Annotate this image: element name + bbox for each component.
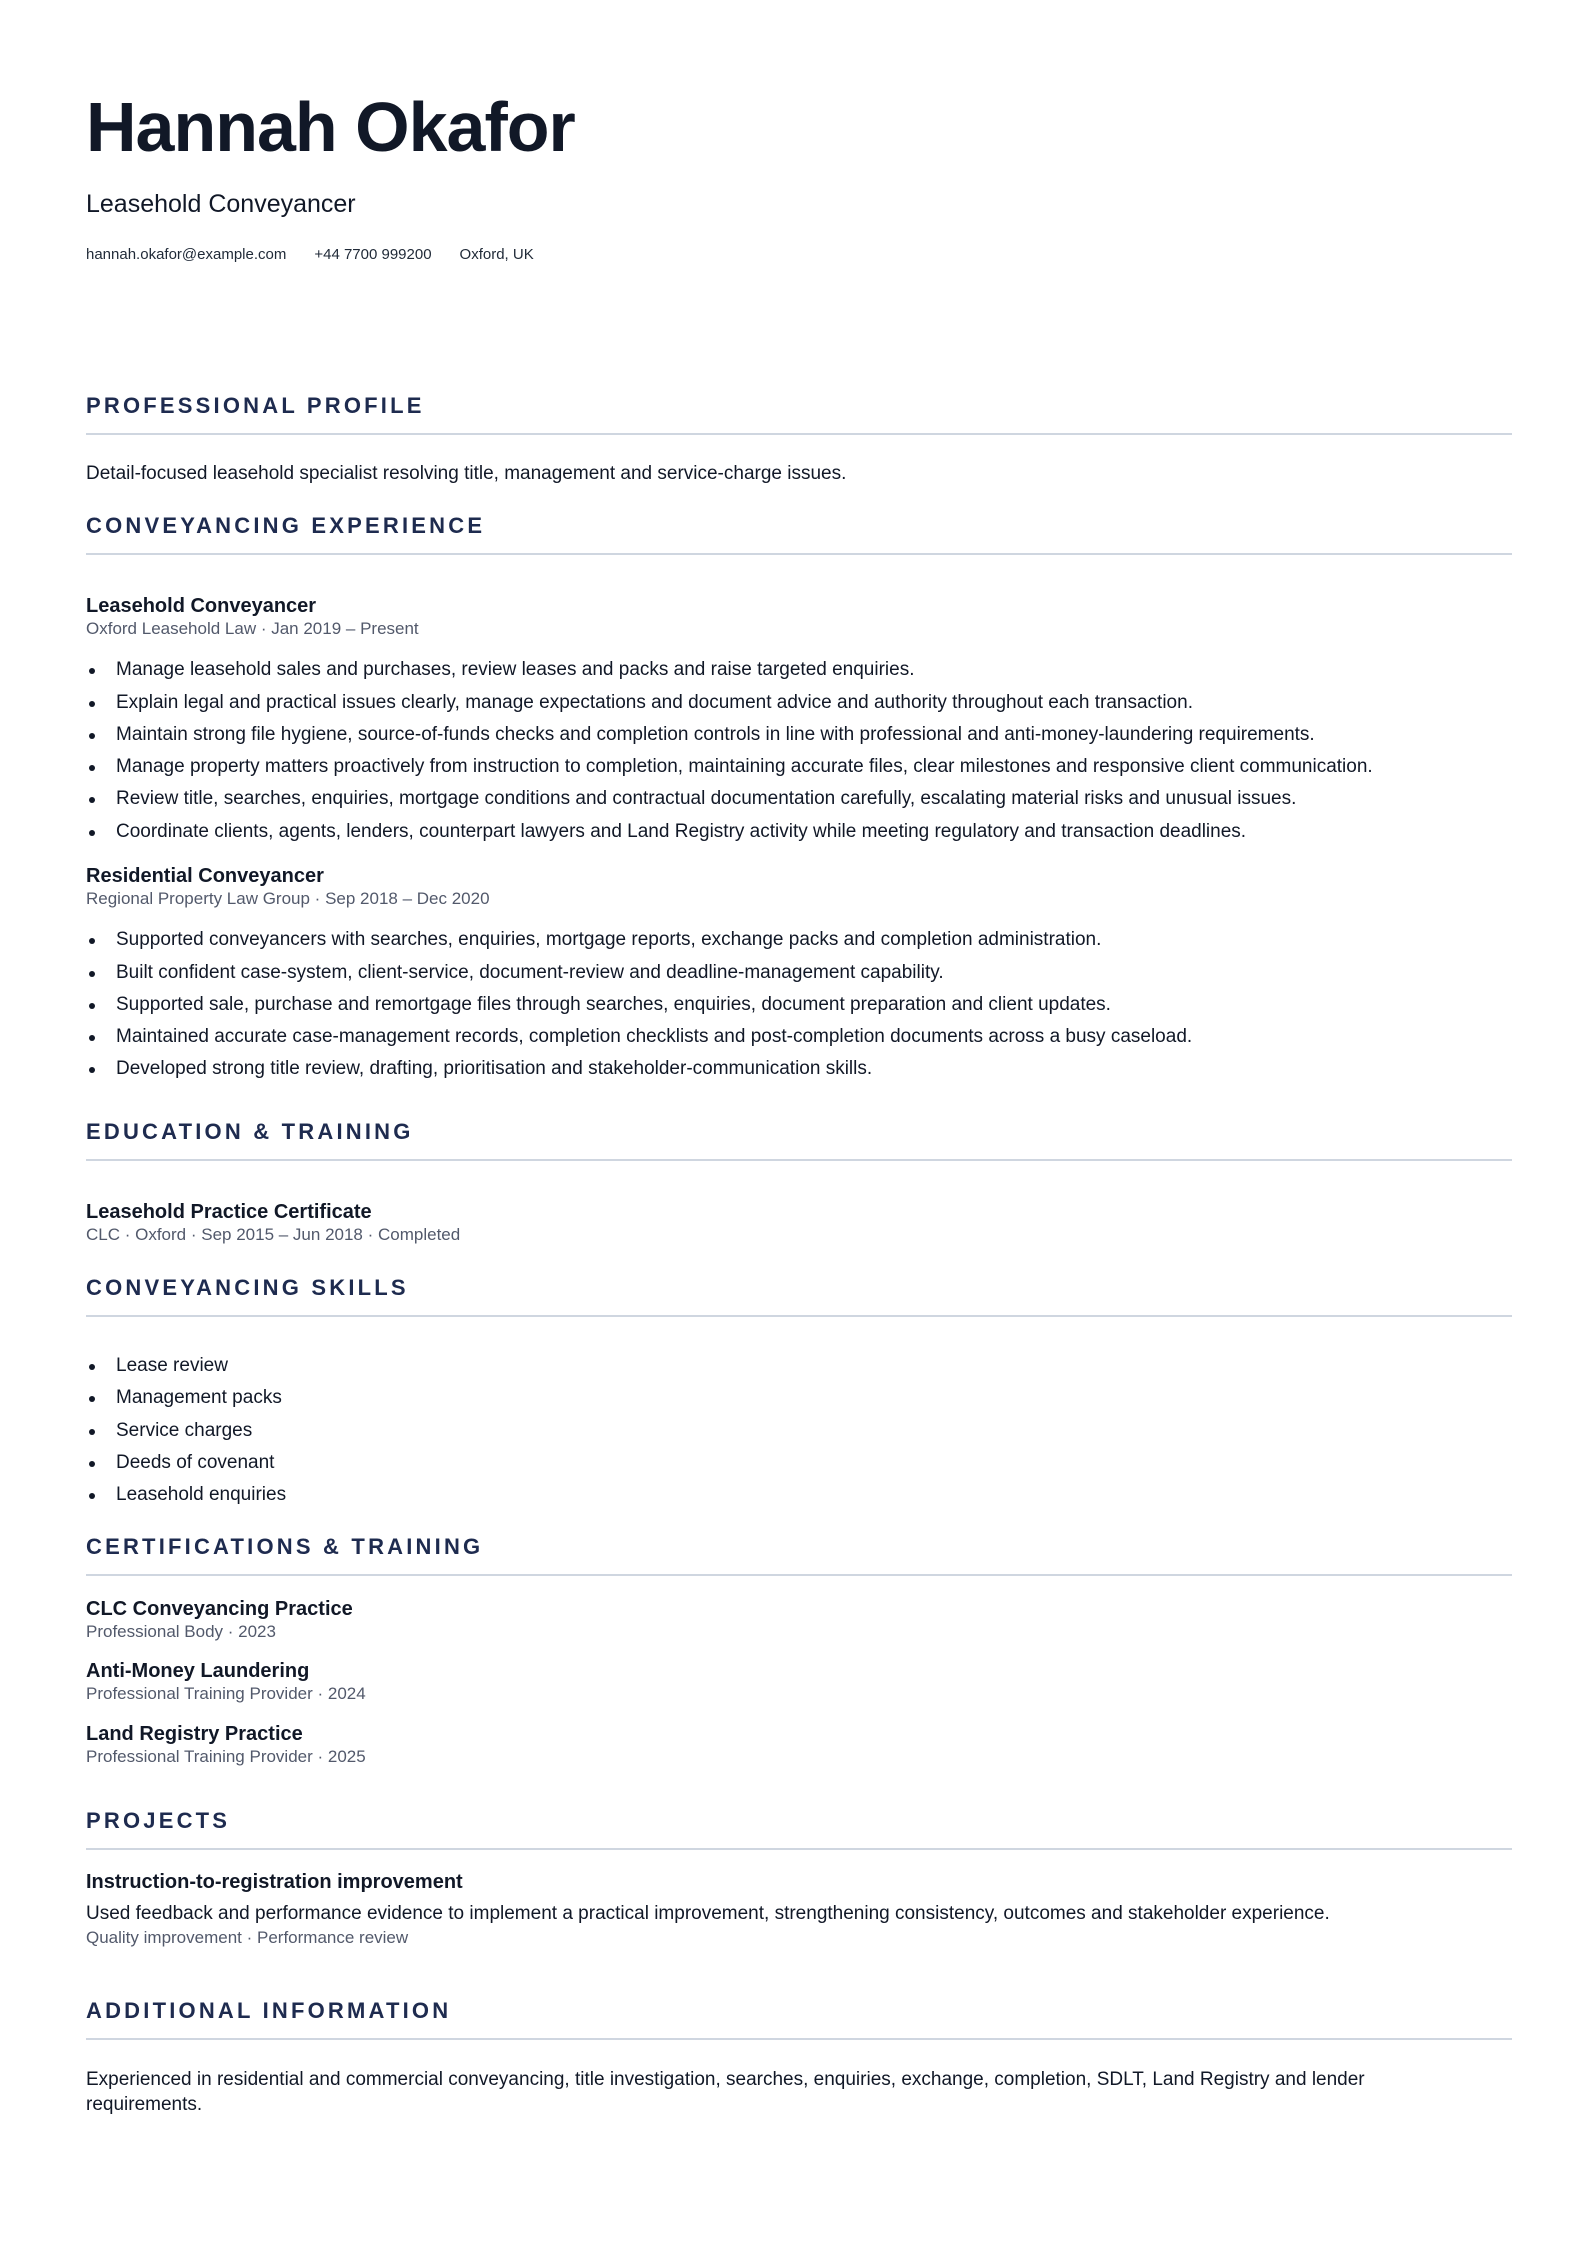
section-title-certifications: CERTIFICATIONS & TRAINING	[86, 1534, 484, 1559]
job-bullet: Supported sale, purchase and remortgage files through searches, enquiries, document preparation and client updates.	[86, 989, 1512, 1021]
project-title: Instruction-to-registration improvement	[86, 1871, 463, 1893]
certification-entry	[86, 1723, 1512, 1767]
certification-meta: Professional Training Provider · 2024	[86, 1684, 366, 1704]
job-meta: Regional Property Law Group · Sep 2018 – Dec 2020	[86, 889, 490, 909]
job-entry	[86, 595, 1512, 848]
candidate-role: Leasehold Conveyancer	[86, 190, 356, 218]
contact-email: hannah.okafor@example.com	[86, 246, 287, 263]
education-section	[86, 1121, 1512, 1245]
job-meta: Oxford Leasehold Law · Jan 2019 – Present	[86, 619, 419, 638]
certification-entry	[86, 1598, 1512, 1642]
job-entry	[86, 865, 1512, 1086]
certification-title: Anti-Money Laundering	[86, 1660, 310, 1683]
skill-item: Deeds of covenant	[86, 1447, 1512, 1479]
section-divider	[86, 1159, 1512, 1161]
job-bullet: Maintain strong file hygiene, source-of-funds checks and completion controls in line with professional and anti-money-laundering requirements.	[86, 719, 1512, 751]
job-bullet: Explain legal and practical issues clearly, manage expectations and document advice and authority throughout each transaction.	[86, 687, 1512, 719]
projects-section	[86, 1810, 1512, 1948]
education-meta: CLC · Oxford · Sep 2015 – Jun 2018 · Completed	[86, 1225, 461, 1244]
section-title-profile: PROFESSIONAL PROFILE	[86, 393, 425, 418]
job-bullet: Manage leasehold sales and purchases, review leases and packs and raise targeted enquiries.	[86, 654, 1512, 686]
additional-section	[86, 2000, 1512, 2117]
project-description: Used feedback and performance evidence to implement a practical improvement, strengthening consistency, outcomes and stakeholder experience.	[86, 1903, 1330, 1924]
additional-text: Experienced in residential and commercial conveyancing, title investigation, searches, enquiries, exchange, completion, SDLT, Land Registry and lender requirements.	[86, 2069, 1365, 2115]
certification-entry	[86, 1660, 1512, 1704]
contact-location: Oxford, UK	[459, 246, 534, 263]
section-title-additional: ADDITIONAL INFORMATION	[86, 1998, 452, 2023]
profile-section	[86, 395, 1512, 487]
section-divider	[86, 2038, 1512, 2040]
section-title-projects: PROJECTS	[86, 1808, 231, 1833]
education-entry	[86, 1201, 1512, 1245]
certification-meta: Professional Training Provider · 2025	[86, 1746, 366, 1766]
job-bullet: Manage property matters proactively from instruction to completion, maintaining accurate files, clear milestones and responsive client communication.	[86, 751, 1512, 783]
project-tags: Quality improvement · Performance review	[86, 1927, 409, 1947]
certification-title: Land Registry Practice	[86, 1722, 303, 1745]
section-divider	[86, 433, 1512, 435]
project-entry	[86, 1871, 1512, 1948]
contact-phone: +44 7700 999200	[314, 246, 432, 263]
skills-section	[86, 1277, 1512, 1511]
job-bullet: Coordinate clients, agents, lenders, counterpart lawyers and Land Registry activity while meeting regulatory and transaction deadlines.	[86, 816, 1512, 848]
section-title-experience: CONVEYANCING EXPERIENCE	[86, 513, 486, 538]
section-divider	[86, 1574, 1512, 1576]
certification-title: CLC Conveyancing Practice	[86, 1598, 353, 1620]
job-bullet: Review title, searches, enquiries, mortgage conditions and contractual documentation carefully, escalating material risks and unusual issues.	[86, 783, 1512, 815]
section-divider	[86, 553, 1512, 555]
skill-item: Management packs	[86, 1382, 1512, 1414]
skill-item: Leasehold enquiries	[86, 1479, 1512, 1511]
job-title: Leasehold Conveyancer	[86, 595, 317, 617]
job-bullets	[86, 924, 1512, 1085]
job-title: Residential Conveyancer	[86, 865, 324, 888]
contact-line	[86, 246, 534, 263]
job-bullet: Supported conveyancers with searches, enquiries, mortgage reports, exchange packs and completion administration.	[86, 924, 1512, 956]
section-title-skills: CONVEYANCING SKILLS	[86, 1275, 409, 1300]
skill-item: Service charges	[86, 1415, 1512, 1447]
skill-item: Lease review	[86, 1350, 1512, 1382]
section-divider	[86, 1315, 1512, 1317]
skills-list	[86, 1350, 1512, 1511]
job-bullet: Maintained accurate case-management records, completion checklists and post-completion documents across a busy caseload.	[86, 1021, 1512, 1053]
candidate-name: Hannah Okafor	[86, 88, 575, 166]
profile-text: Detail-focused leasehold specialist resolving title, management and service-charge issues.	[86, 463, 847, 484]
job-bullet: Built confident case-system, client-service, document-review and deadline-management capability.	[86, 957, 1512, 989]
certification-meta: Professional Body · 2023	[86, 1622, 276, 1641]
section-divider	[86, 1848, 1512, 1850]
education-title: Leasehold Practice Certificate	[86, 1201, 372, 1223]
section-title-education: EDUCATION & TRAINING	[86, 1119, 414, 1144]
experience-section	[86, 515, 1512, 1086]
job-bullet: Developed strong title review, drafting, prioritisation and stakeholder-communication skills.	[86, 1053, 1512, 1085]
certifications-section	[86, 1536, 1512, 1767]
job-bullets	[86, 654, 1512, 848]
